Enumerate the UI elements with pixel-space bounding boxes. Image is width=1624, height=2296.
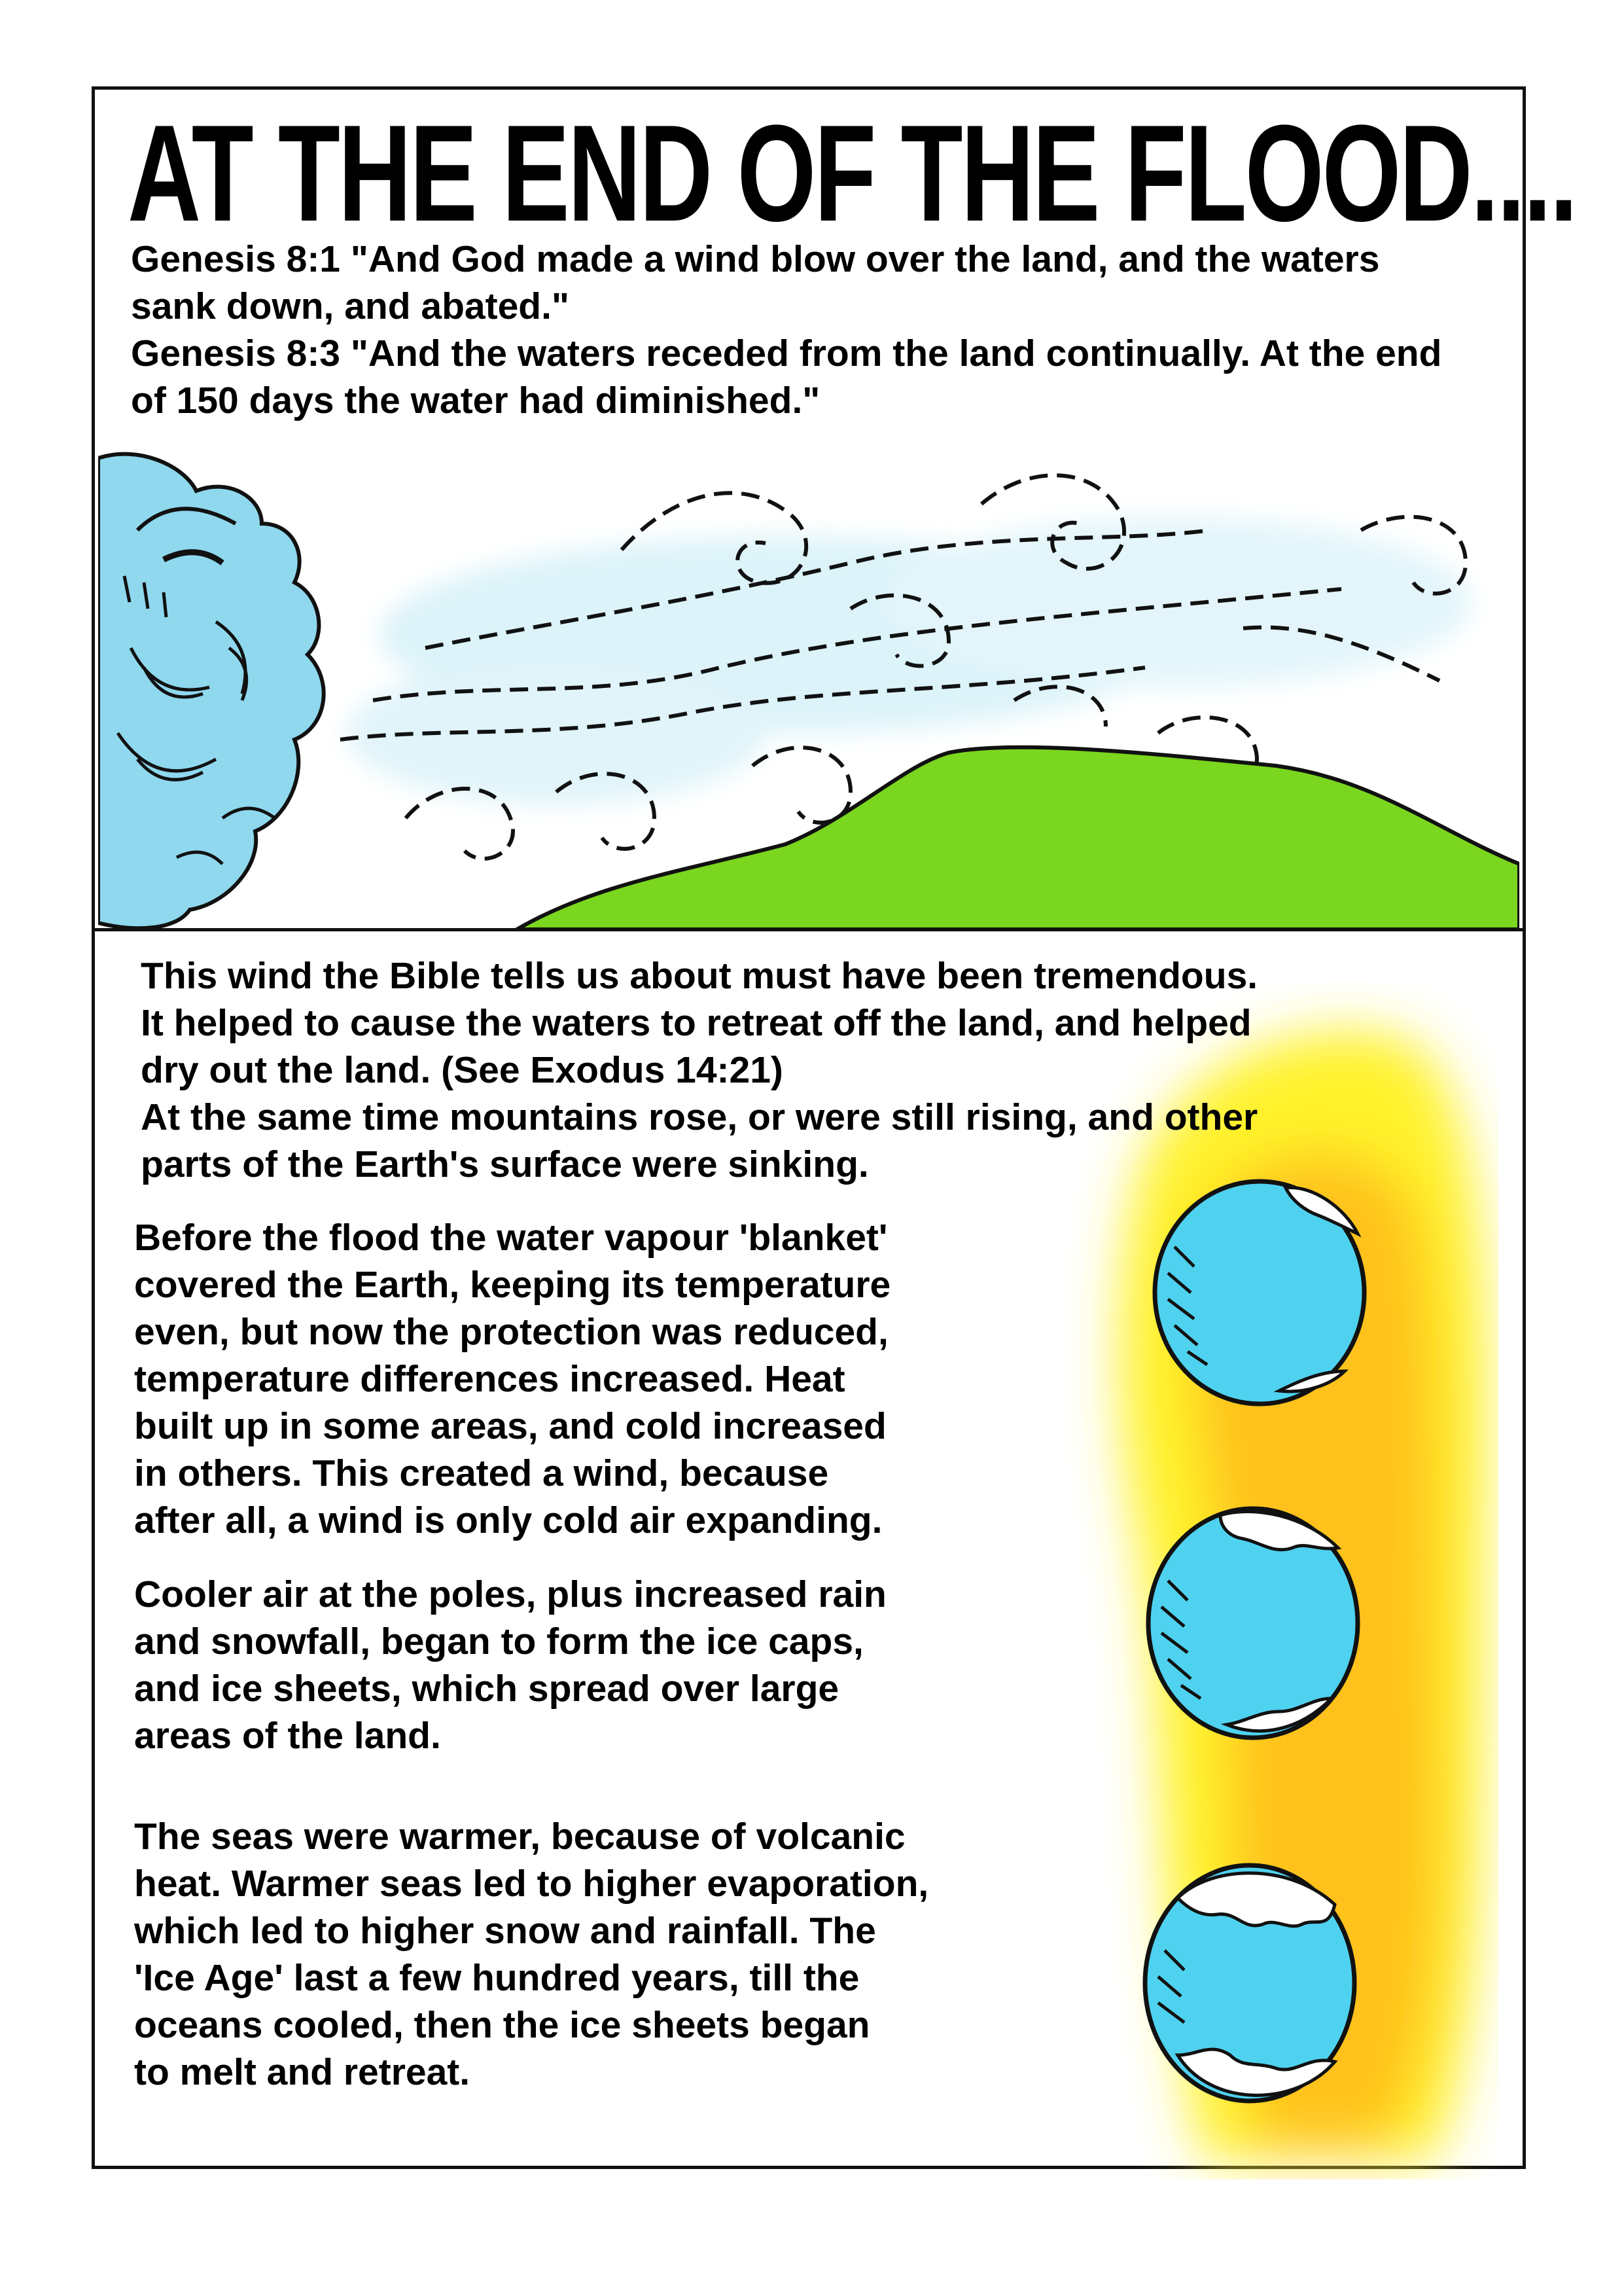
paragraph-line: and ice sheets, which spread over large	[134, 1668, 839, 1710]
paragraph-line: after all, a wind is only cold air expanding.	[134, 1499, 883, 1541]
wind-cloud-icon	[98, 454, 324, 929]
earth-globe-icon	[1142, 1502, 1364, 1744]
paragraph-line: in others. This created a wind, because	[134, 1452, 829, 1494]
paragraph-line: oceans cooled, then the ice sheets began	[134, 2004, 870, 2046]
paragraph-line: built up in some areas, and cold increased	[134, 1405, 887, 1447]
paragraph-cooler-air	[134, 1571, 1050, 1759]
wind-illustration-svg	[98, 452, 1519, 929]
paragraph-line: 'Ice Age' last a few hundred years, till the	[134, 1957, 860, 1999]
paragraph-line: At the same time mountains rose, or were still rising, and other	[141, 1096, 1258, 1138]
paragraph-line: It helped to cause the waters to retreat off the land, and helped	[141, 1002, 1252, 1044]
paragraph-line: which led to higher snow and rainfall. The	[134, 1910, 876, 1952]
paragraph-line: covered the Earth, keeping its temperature	[134, 1264, 891, 1306]
earth-globe-icon	[1139, 1859, 1361, 2108]
wind-haze	[347, 517, 1472, 805]
paragraph-wind	[141, 952, 1449, 1188]
paragraph-line: dry out the land. (See Exodus 14:21)	[141, 1049, 783, 1091]
paragraph-line: The seas were warmer, because of volcanic	[134, 1816, 906, 1857]
paragraph-line: even, but now the protection was reduced,	[134, 1311, 889, 1353]
paragraph-line: parts of the Earth's surface were sinking.	[141, 1143, 869, 1185]
paragraph-line: Cooler air at the poles, plus increased rain	[134, 1573, 887, 1615]
paragraph-line: areas of the land.	[134, 1715, 441, 1757]
scripture-quotes	[131, 236, 1472, 424]
paragraph-line: This wind the Bible tells us about must have been tremendous.	[141, 955, 1258, 997]
paragraph-line: and snowfall, began to form the ice caps,	[134, 1621, 864, 1662]
page-title: AT THE END OF THE FLOOD....	[128, 96, 1576, 250]
paragraph-warm-seas	[134, 1813, 1050, 2096]
panel-divider	[92, 928, 1526, 931]
earth-globe-icon	[1148, 1175, 1371, 1410]
paragraph-line: Before the flood the water vapour 'blanket'	[134, 1217, 888, 1259]
scripture-genesis-8-1: Genesis 8:1 "And God made a wind blow over the land, and the waters sank down, and abated."	[131, 238, 1380, 327]
paragraph-line: temperature differences increased. Heat	[134, 1358, 845, 1400]
paragraph-line: heat. Warmer seas led to higher evaporation,	[134, 1863, 929, 1905]
scripture-genesis-8-3: Genesis 8:3 "And the waters receded from the land continually. At the end of 150 days the water had diminished."	[131, 332, 1442, 422]
wind-illustration	[98, 452, 1519, 929]
paragraph-line: to melt and retreat.	[134, 2051, 470, 2093]
paragraph-blanket	[134, 1214, 1050, 1544]
